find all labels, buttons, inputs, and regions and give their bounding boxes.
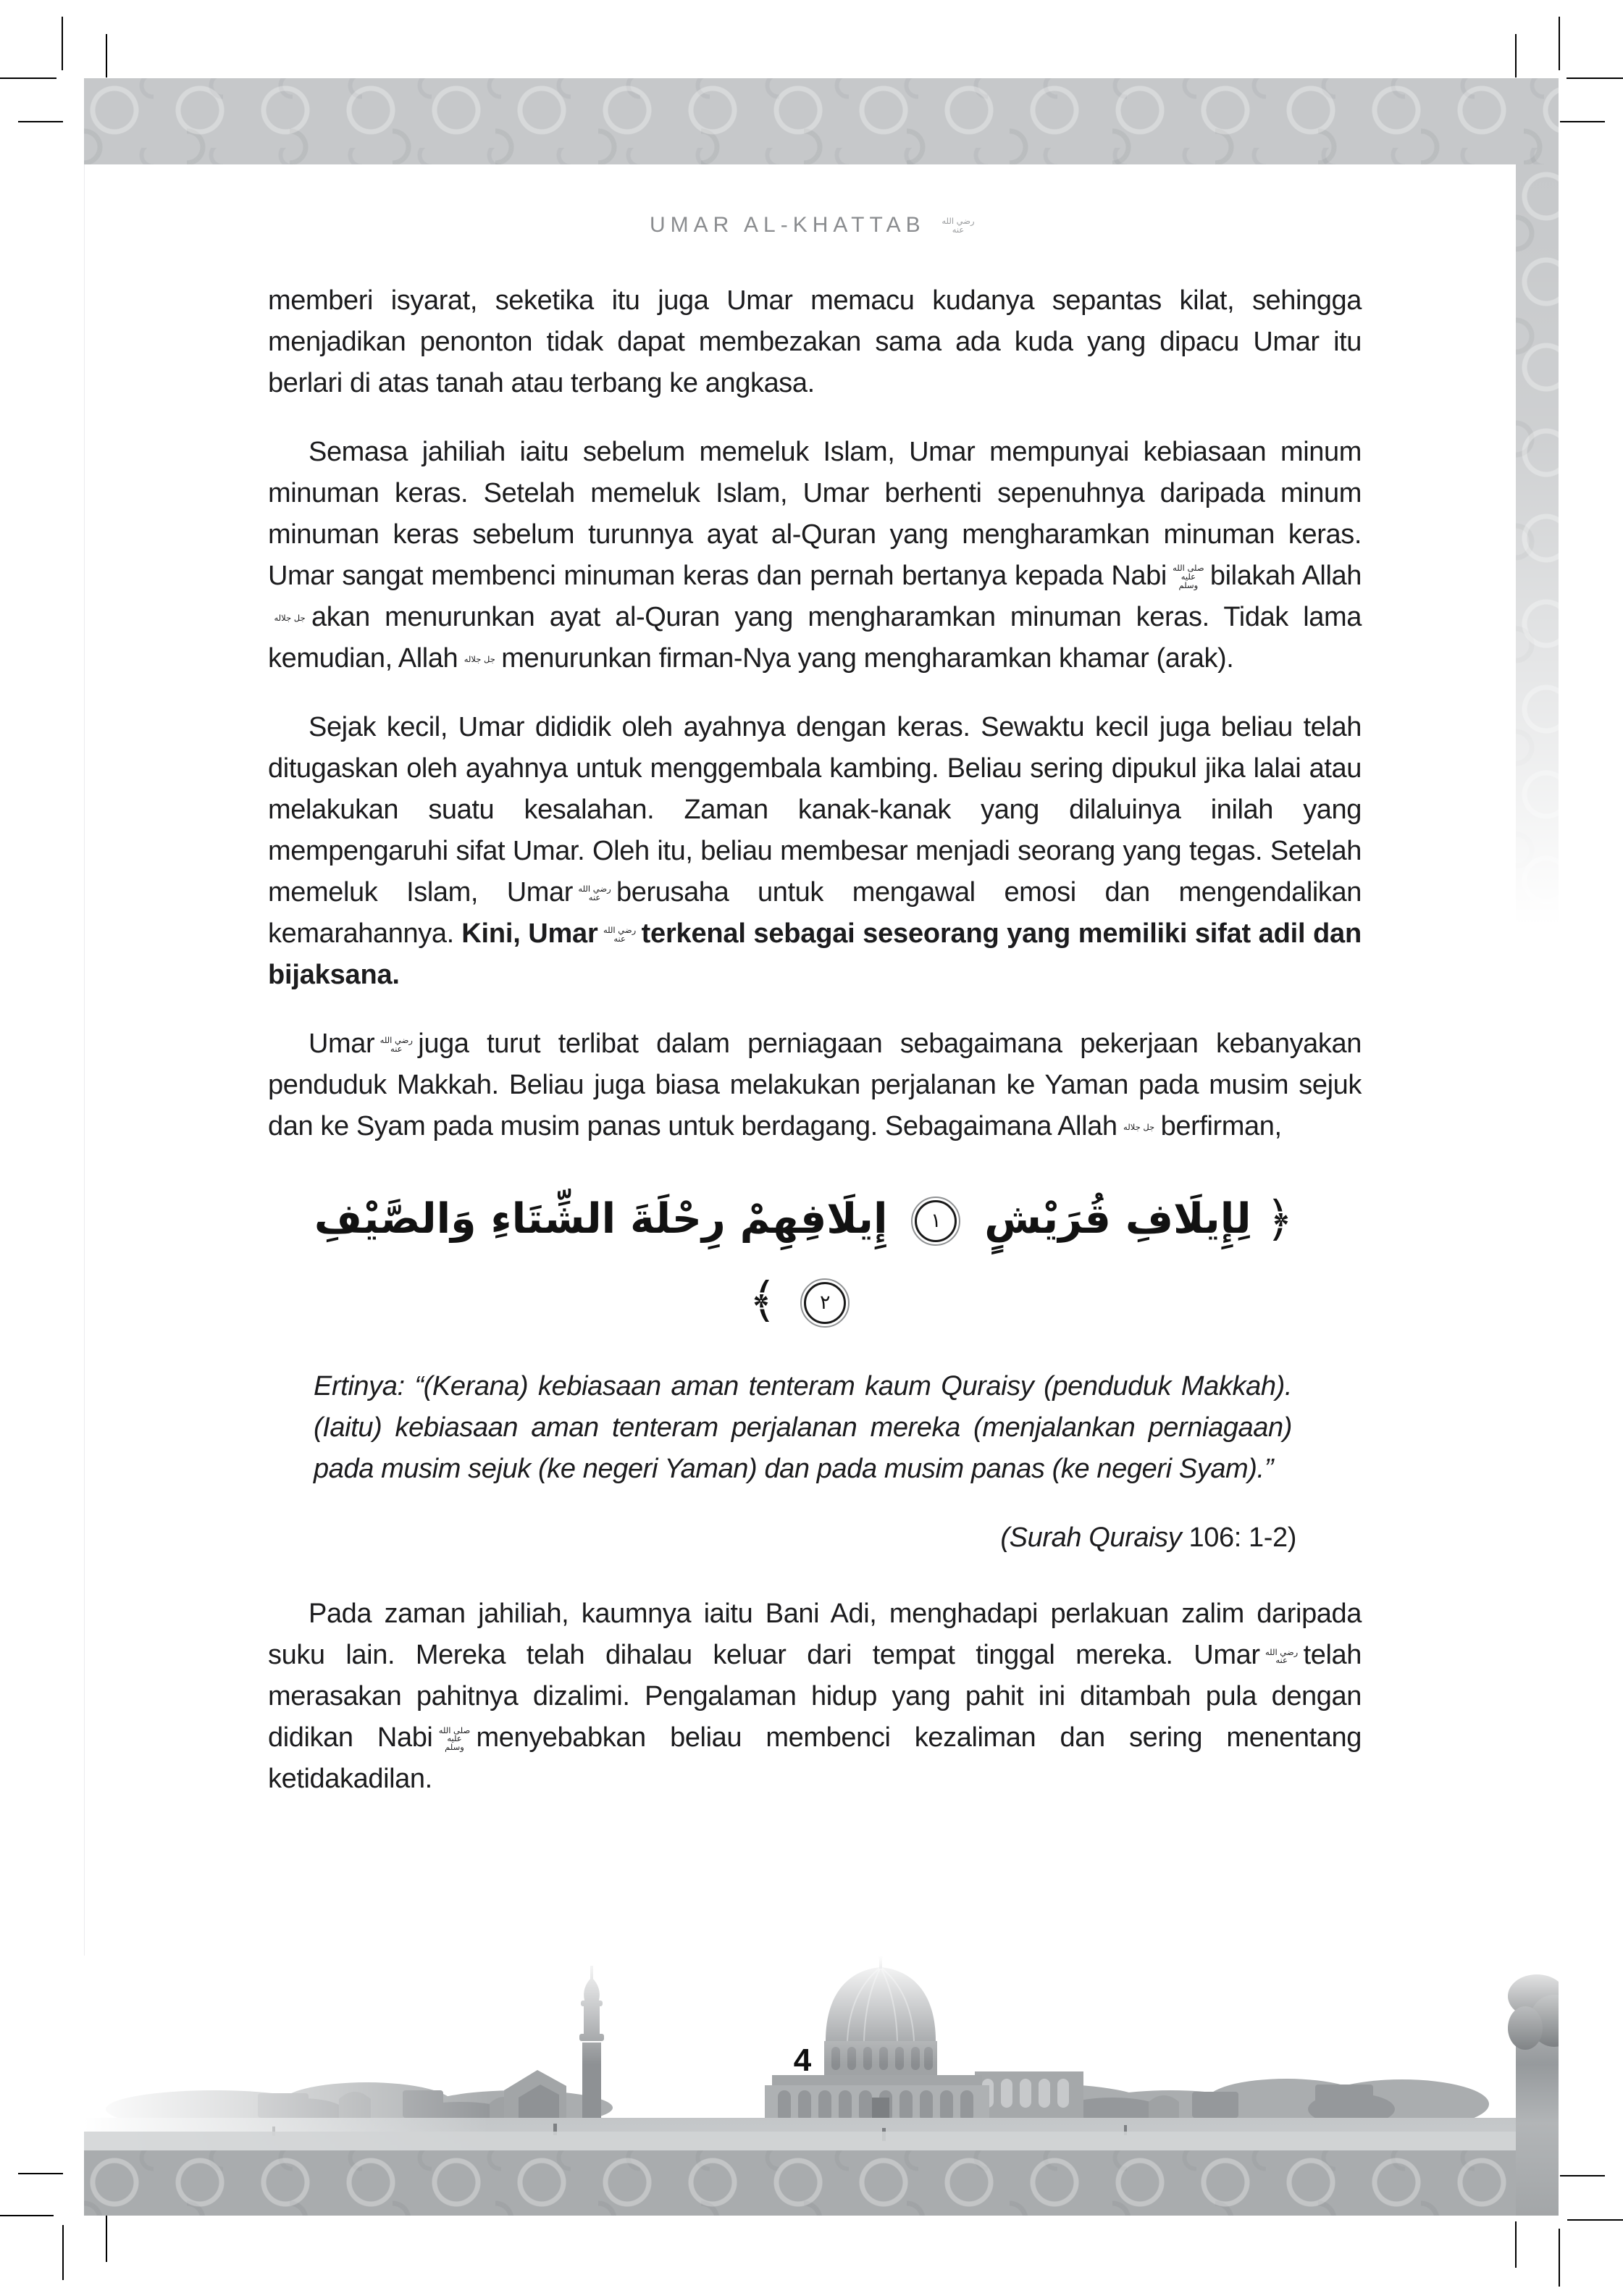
honorific-mark: رضي الله عنه	[941, 216, 975, 235]
paragraph-2	[268, 432, 1362, 679]
crop-mark	[1515, 2221, 1517, 2268]
crop-mark	[1567, 2219, 1623, 2221]
text-segment: juga turut terlibat dalam perniagaan sebagaimana pekerjaan kebanyakan penduduk Makkah. Beliau juga biasa melakukan perjalanan ke Yaman pada musim sejuk dan ke Syam pada musim panas untuk berdagang. Sebagaimana Allah	[268, 1028, 1362, 1141]
crop-mark	[0, 2215, 54, 2216]
honorific-mark: رضي الله عنه	[603, 925, 637, 944]
text-segment: (Surah Quraisy	[1000, 1522, 1189, 1554]
crop-mark	[1567, 77, 1623, 79]
book-page	[84, 78, 1559, 2216]
text-segment: telah merasakan pahitnya dizalimi. Pengalaman hidup yang pahit ini ditambah pula dengan didikan Nabi	[268, 1640, 1362, 1754]
bottom-damask-band	[84, 2150, 1516, 2216]
paragraph-4	[268, 1023, 1362, 1147]
running-header-title: UMAR AL-KHATTAB	[650, 213, 926, 237]
crop-mark	[1560, 2175, 1605, 2176]
text-segment: terkenal sebagai seseorang yang memiliki sifat adil dan bijaksana.	[268, 918, 1362, 990]
text-segment: akan menurunkan ayat al-Quran yang mengharamkan minuman keras. Tidak lama kemudian, Allah	[268, 602, 1362, 674]
bleed-fade	[1516, 164, 1559, 1236]
text-segment: 106: 1-2)	[1188, 1522, 1296, 1554]
page-number: 4	[793, 2042, 812, 2078]
text-segment: menyebabkan beliau membenci kezaliman dan sering menentang ketidakadilan.	[268, 1722, 1362, 1795]
honorific-mark: جل جلاله	[464, 654, 495, 665]
honorific-mark: جل جلاله	[274, 613, 306, 624]
text-segment: menurunkan firman-Nya yang mengharamkan khamar (arak).	[501, 643, 1234, 674]
text-segment: bilakah Allah	[1209, 561, 1362, 591]
ornate-bracket-close: ﴾	[748, 1273, 777, 1329]
crop-mark	[106, 34, 107, 77]
verse-translation	[268, 1366, 1362, 1490]
verse-citation	[268, 1517, 1362, 1559]
text-segment: berfirman,	[1160, 1111, 1282, 1141]
paragraph-1	[268, 280, 1362, 404]
bottom-light-band	[84, 2132, 1516, 2150]
ornate-bracket-open: ﴿	[1265, 1191, 1294, 1247]
text-segment: Sejak kecil, Umar dididik oleh ayahnya dengan keras. Sewaktu kecil juga beliau telah ditugaskan oleh ayahnya untuk menggembala kambing. Beliau sering dipukul jika lalai atau melakukan suatu kesalahan. Zaman kanak-kanak yang dilaluinya inilah yang mempengaruhi sifat Umar. Oleh itu, beliau membesar menjadi seorang yang tegas. Setelah memeluk Islam, Umar	[268, 712, 1362, 908]
honorific-mark: جل جلاله	[1123, 1122, 1155, 1133]
top-damask-band	[84, 78, 1559, 164]
crop-mark	[0, 77, 56, 79]
text-segment: berusaha untuk mengawal emosi dan mengendalikan kemarahannya.	[268, 877, 1362, 949]
crop-mark	[18, 121, 63, 122]
honorific-mark: رضي الله عنه	[379, 1035, 413, 1054]
verse-number-1: ١	[915, 1200, 957, 1242]
crop-mark	[62, 17, 63, 70]
crop-mark	[18, 2173, 63, 2174]
right-edge-bleed-strip	[1516, 164, 1559, 1236]
crop-mark	[1559, 2229, 1560, 2287]
honorific-mark: صلى الله عليه وسلم	[1173, 563, 1204, 590]
verse-text-1: لِإِيلَافِ قُرَيْشٍ	[984, 1195, 1251, 1243]
text-segment: Semasa jahiliah iaitu sebelum memeluk Islam, Umar mempunyai kebiasaan minum minuman keras. Setelah memeluk Islam, Umar berhenti sepenuhnya daripada minum minuman keras sebelum turunnya ayat al-Quran yang mengharamkan minuman keras. Umar sangat membenci minuman keras dan pernah bertanya kepada Nabi	[268, 437, 1362, 591]
quran-verse-arabic	[311, 1179, 1296, 1341]
text-segment: Ertinya: “(Kerana) kebiasaan aman tenteram kaum Quraisy (penduduk Makkah). (Iaitu) kebiasaan aman tenteram perjalanan mereka (menjalankan perniagaan) pada musim sejuk (ke negeri Yaman) dan pada musim panas (ke negeri Syam).”	[314, 1371, 1292, 1485]
crop-mark	[1560, 121, 1605, 122]
page-content	[268, 164, 1362, 1827]
text-segment: memberi isyarat, seketika itu juga Umar memacu kudanya sepantas kilat, sehingga menjadikan penonton tidak dapat membezakan sama ada kuda yang dipacu Umar itu berlari di atas tanah atau terbang ke angkasa.	[268, 285, 1362, 398]
paragraph-3	[268, 707, 1362, 996]
text-segment: Pada zaman jahiliah, kaumnya iaitu Bani Adi, menghadapi perlakuan zalim daripada suku lain. Mereka telah dihalau keluar dari tempat tinggal mereka. Umar	[268, 1599, 1362, 1671]
crop-mark	[106, 2214, 107, 2262]
running-header	[268, 212, 1362, 238]
text-segment: Umar	[309, 1028, 375, 1059]
paragraph-5	[268, 1593, 1362, 1800]
text-segment: Kini, Umar	[461, 918, 598, 949]
verse-text-2: إِيلَافِهِمْ رِحْلَةَ الشِّتَاءِ وَالصَّيْفِ	[314, 1195, 888, 1243]
honorific-mark: صلى الله عليه وسلم	[438, 1725, 471, 1753]
verse-number-2: ٢	[804, 1282, 846, 1324]
crop-mark	[1559, 17, 1560, 70]
crop-mark	[1515, 34, 1517, 77]
honorific-mark: رضي الله عنه	[1265, 1646, 1299, 1666]
crop-mark	[62, 2225, 64, 2280]
honorific-mark: رضي الله عنه	[578, 884, 611, 902]
